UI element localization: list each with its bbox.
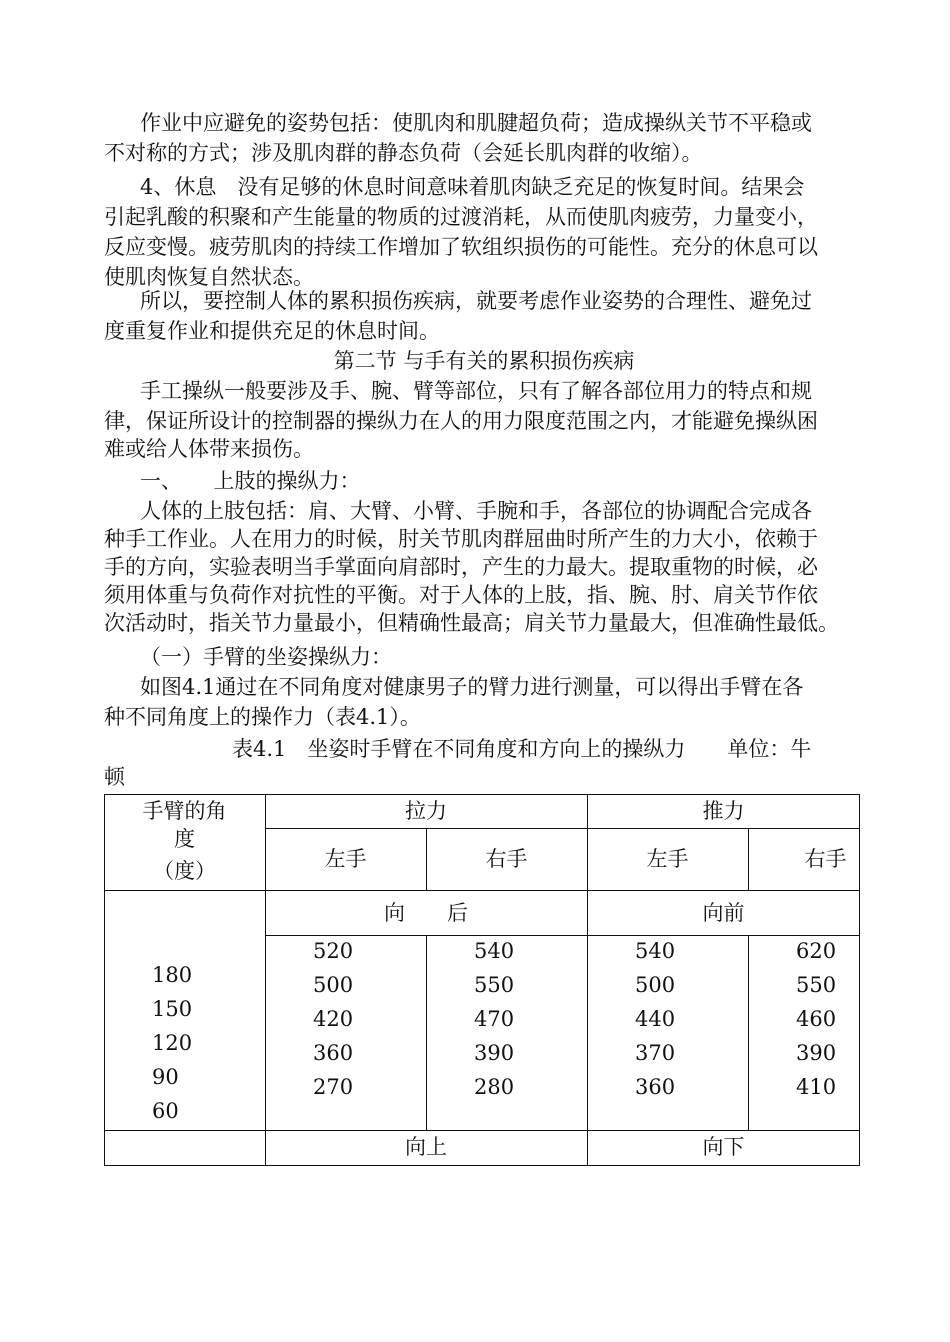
header-left-hand: 左手 (324, 847, 367, 871)
pull-right-value: 470 (474, 1007, 515, 1031)
pull-right-value: 550 (474, 973, 515, 997)
angle-value: 90 (152, 1065, 179, 1089)
table-rule (104, 890, 860, 891)
header-right-hand: 右手 (485, 847, 528, 871)
section-title: 第二节 与手有关的累积损伤疾病 (333, 349, 635, 373)
push-left-value: 360 (635, 1075, 676, 1099)
direction-front: 向前 (702, 901, 745, 925)
angle-value: 180 (152, 963, 193, 987)
angle-value: 120 (152, 1031, 193, 1055)
header-pull: 拉力 (405, 799, 447, 823)
pull-right-value: 540 (474, 939, 515, 963)
paragraph-line: 律，保证所设计的控制器的操纵力在人的用力限度范围之内，才能避免操纵困 (104, 409, 818, 433)
paragraph-line: 不对称的方式；涉及肌肉群的静态负荷（会延长肌肉群的收缩）。 (104, 141, 703, 165)
pull-left-value: 360 (313, 1041, 354, 1065)
table-rule (265, 828, 860, 829)
pull-left-value: 520 (313, 939, 354, 963)
paragraph-line: 作业中应避免的姿势包括：使肌肉和肌腱超负荷；造成操纵关节不平稳或 (140, 111, 812, 135)
direction-up: 向上 (405, 1135, 447, 1159)
paragraph-line: 度重复作业和提供充足的休息时间。 (104, 319, 440, 343)
table-caption: 表4.1 坐姿时手臂在不同角度和方向上的操纵力 单位：牛 (232, 737, 812, 761)
paragraph-line: 难或给人体带来损伤。 (104, 437, 314, 461)
paragraph-line: 种不同角度上的操作力（表4.1）。 (104, 705, 421, 729)
paragraph-line: 使肌肉恢复自然状态。 (104, 265, 314, 289)
push-right-value: 460 (796, 1007, 837, 1031)
header-left-hand: 左手 (646, 847, 689, 871)
push-left-value: 500 (635, 973, 676, 997)
paragraph-line: 须用体重与负荷作对抗性的平衡。对于人体的上肢，指、腕、肘、肩关节作依 (104, 583, 818, 607)
header-angle: 手臂的角 (142, 799, 227, 823)
push-left-value: 370 (635, 1041, 676, 1065)
table-border-bottom (104, 1165, 860, 1166)
push-right-value: 550 (796, 973, 837, 997)
pull-left-value: 500 (313, 973, 354, 997)
pull-right-value: 280 (474, 1075, 515, 1099)
paragraph-line: 反应变慢。疲劳肌肉的持续工作增加了软组织损伤的可能性。充分的休息可以 (104, 235, 818, 259)
paragraph-line: 手工操纵一般要涉及手、腕、臂等部位，只有了解各部位用力的特点和规 (140, 379, 812, 403)
table-caption-continued: 顿 (104, 765, 125, 789)
push-right-value: 410 (796, 1075, 837, 1099)
paragraph-line: 如图4.1通过在不同角度对健康男子的臂力进行测量，可以得出手臂在各 (140, 675, 804, 699)
angle-value: 60 (152, 1099, 179, 1123)
push-left-value: 540 (635, 939, 676, 963)
paragraph-line: 人体的上肢包括：肩、大臂、小臂、手腕和手，各部位的协调配合完成各 (140, 499, 812, 523)
header-angle: （度） (153, 859, 216, 883)
header-push: 推力 (702, 799, 745, 823)
direction-back: 向 后 (384, 901, 468, 925)
sub-item-heading: （一）手臂的坐姿操纵力： (140, 645, 392, 669)
table-rule (426, 935, 427, 1130)
header-angle: 度 (174, 827, 195, 851)
direction-down: 向下 (702, 1135, 745, 1159)
subheading: 一、 上肢的操纵力： (140, 469, 361, 493)
table-rule (265, 935, 860, 936)
paragraph-line: 次活动时，指关节力量最小，但精确性最高；肩关节力量最大，但准确性最低。 (104, 611, 839, 635)
angle-value: 150 (152, 997, 193, 1021)
table-rule (104, 1130, 860, 1131)
pull-left-value: 270 (313, 1075, 354, 1099)
pull-left-value: 420 (313, 1007, 354, 1031)
force-table (104, 794, 860, 1166)
paragraph-line: 手的方向，实验表明当手掌面向肩部时，产生的力最大。提取重物的时候，必 (104, 555, 818, 579)
push-left-value: 440 (635, 1007, 676, 1031)
paragraph-line: 种手工作业。人在用力的时候，肘关节肌肉群屈曲时所产生的力大小，依赖于 (104, 527, 818, 551)
pull-right-value: 390 (474, 1041, 515, 1065)
header-right-hand: 右手 (804, 847, 847, 871)
paragraph-line: 引起乳酸的积聚和产生能量的物质的过渡消耗，从而使肌肉疲劳，力量变小， (104, 205, 818, 229)
push-right-value: 620 (796, 939, 837, 963)
table-rule (748, 935, 749, 1130)
table-border-top (104, 794, 860, 795)
paragraph-line: 所以，要控制人体的累积损伤疾病，就要考虑作业姿势的合理性、避免过 (140, 289, 812, 313)
paragraph-line: 4、休息 没有足够的休息时间意味着肌肉缺乏充足的恢复时间。结果会 (140, 175, 805, 199)
push-right-value: 390 (796, 1041, 837, 1065)
